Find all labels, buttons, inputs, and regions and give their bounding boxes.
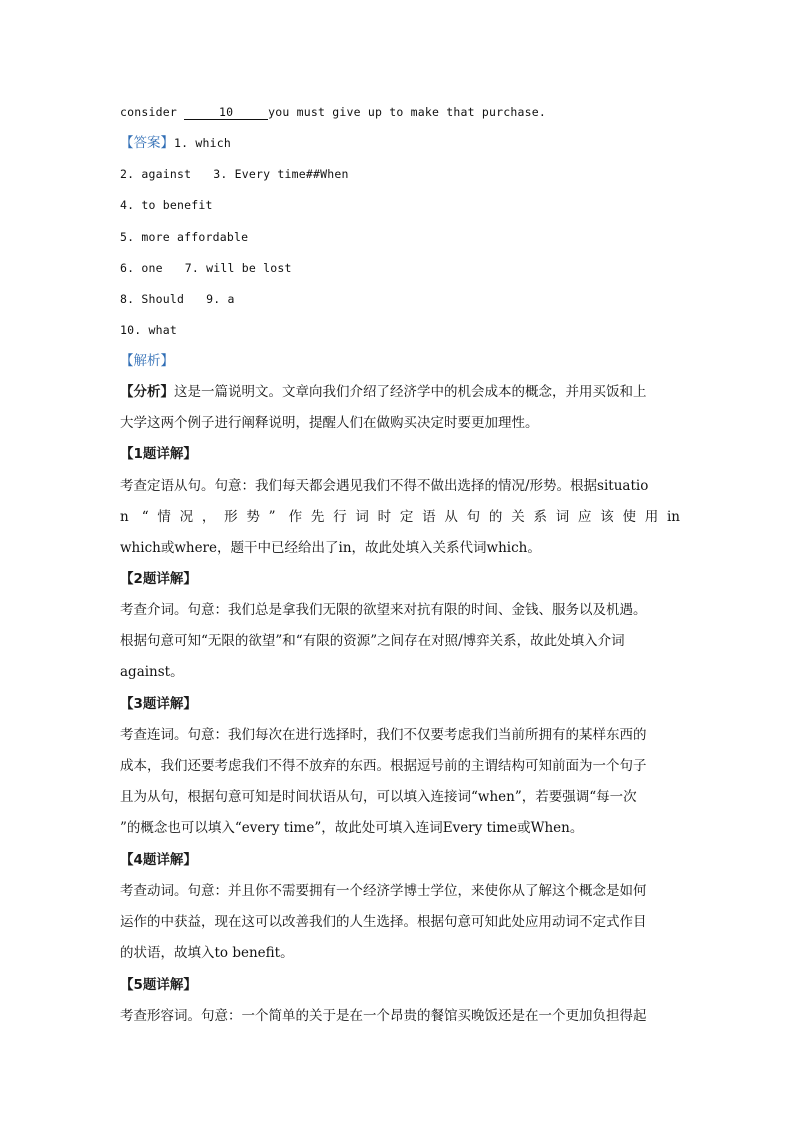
answer-line-2 — [120, 159, 680, 190]
answer-item-1: 1. which — [174, 136, 231, 150]
passage-post: you must give up to make that purchase. — [268, 105, 546, 119]
detail-3-line-2: 成本，我们还要考虑我们不得不放弃的东西。根据逗号前的主谓结构可知前面为一个句子 — [120, 758, 647, 774]
detail-4-title: 【4题详解】 — [120, 852, 197, 868]
blank-10: 10 — [184, 105, 268, 120]
detail-4-line-2: 运作的中获益，现在这可以改善我们的人生选择。根据句意可知此处应用动词不定式作目 — [120, 914, 647, 930]
answer-item-4: 4. to benefit — [120, 198, 213, 212]
detail-5-line-1: 考查形容词。句意：一个简单的关于是在一个昂贵的餐馆买晚饭还是在一个更加负担得起 — [120, 1008, 647, 1024]
answer-line-7 — [120, 315, 680, 346]
answer-line-6 — [120, 284, 680, 315]
analysis-label: 【解析】 — [120, 353, 174, 369]
answer-item-2: 2. against — [120, 167, 192, 181]
detail-3-line-1: 考查连词。句意：我们每次在进行选择时，我们不仅要考虑我们当前所拥有的某样东西的 — [120, 727, 647, 743]
answer-line-3 — [120, 190, 680, 221]
answer-label: 【答案】 — [120, 135, 174, 151]
answer-item-3: 3. Every time##When — [213, 167, 349, 181]
answer-item-7: 7. will be lost — [184, 261, 292, 275]
analysis-line-1 — [120, 377, 680, 408]
analysis-line-2 — [120, 408, 680, 439]
analysis-text-2: 大学这两个例子进行阐释说明，提醒人们在做购买决定时要更加理性。 — [120, 415, 539, 431]
detail-1-line-1: 考查定语从句。句意：我们每天都会遇见我们不得不做出选择的情况/形势。根据situatio — [120, 478, 649, 494]
detail-4-line-3: 的状语，故填入to benefit。 — [120, 945, 294, 961]
answer-line-1 — [120, 128, 680, 159]
detail-1-title: 【1题详解】 — [120, 446, 197, 462]
answer-item-8: 8. Should — [120, 292, 185, 306]
detail-2-title: 【2题详解】 — [120, 571, 197, 587]
passage-pre: consider — [120, 105, 185, 119]
passage-line — [120, 97, 680, 128]
answer-item-6: 6. one — [120, 261, 163, 275]
answer-item-9: 9. a — [206, 292, 235, 306]
detail-2-line-1: 考查介词。句意：我们总是拿我们无限的欲望来对抗有限的时间、金钱、服务以及机遇。 — [120, 602, 647, 618]
analysis-summary-label: 【分析】 — [120, 384, 174, 400]
analysis-text-1: 这是一篇说明文。文章向我们介绍了经济学中的机会成本的概念，并用买饭和上 — [174, 384, 647, 400]
detail-3-title: 【3题详解】 — [120, 696, 197, 712]
detail-1-line-3: which或where，题干中已经给出了in，故此处填入关系代词which。 — [120, 540, 541, 556]
detail-2-line-3: against。 — [120, 664, 184, 680]
detail-2-line-2: 根据句意可知“无限的欲望”和“有限的资源”之间存在对照/博弈关系，故此处填入介词 — [120, 633, 625, 649]
detail-1-line-2: n “情况，形势” 作先行词时定语从句的关系词应该使用in — [120, 509, 680, 525]
detail-3-line-3: 且为从句，根据句意可知是时间状语从句，可以填入连接词“when”，若要强调“每一次 — [120, 789, 637, 805]
answer-line-5 — [120, 253, 680, 284]
detail-5-title: 【5题详解】 — [120, 977, 197, 993]
detail-4-line-1: 考查动词。句意：并且你不需要拥有一个经济学博士学位，来使你从了解这个概念是如何 — [120, 883, 647, 899]
analysis-heading — [120, 346, 680, 377]
answer-line-4 — [120, 222, 680, 253]
detail-3-line-4: ”的概念也可以填入“every time”，故此处可填入连词Every time或When。 — [120, 820, 584, 836]
answer-item-10: 10. what — [120, 323, 177, 337]
answer-item-5: 5. more affordable — [120, 230, 249, 244]
